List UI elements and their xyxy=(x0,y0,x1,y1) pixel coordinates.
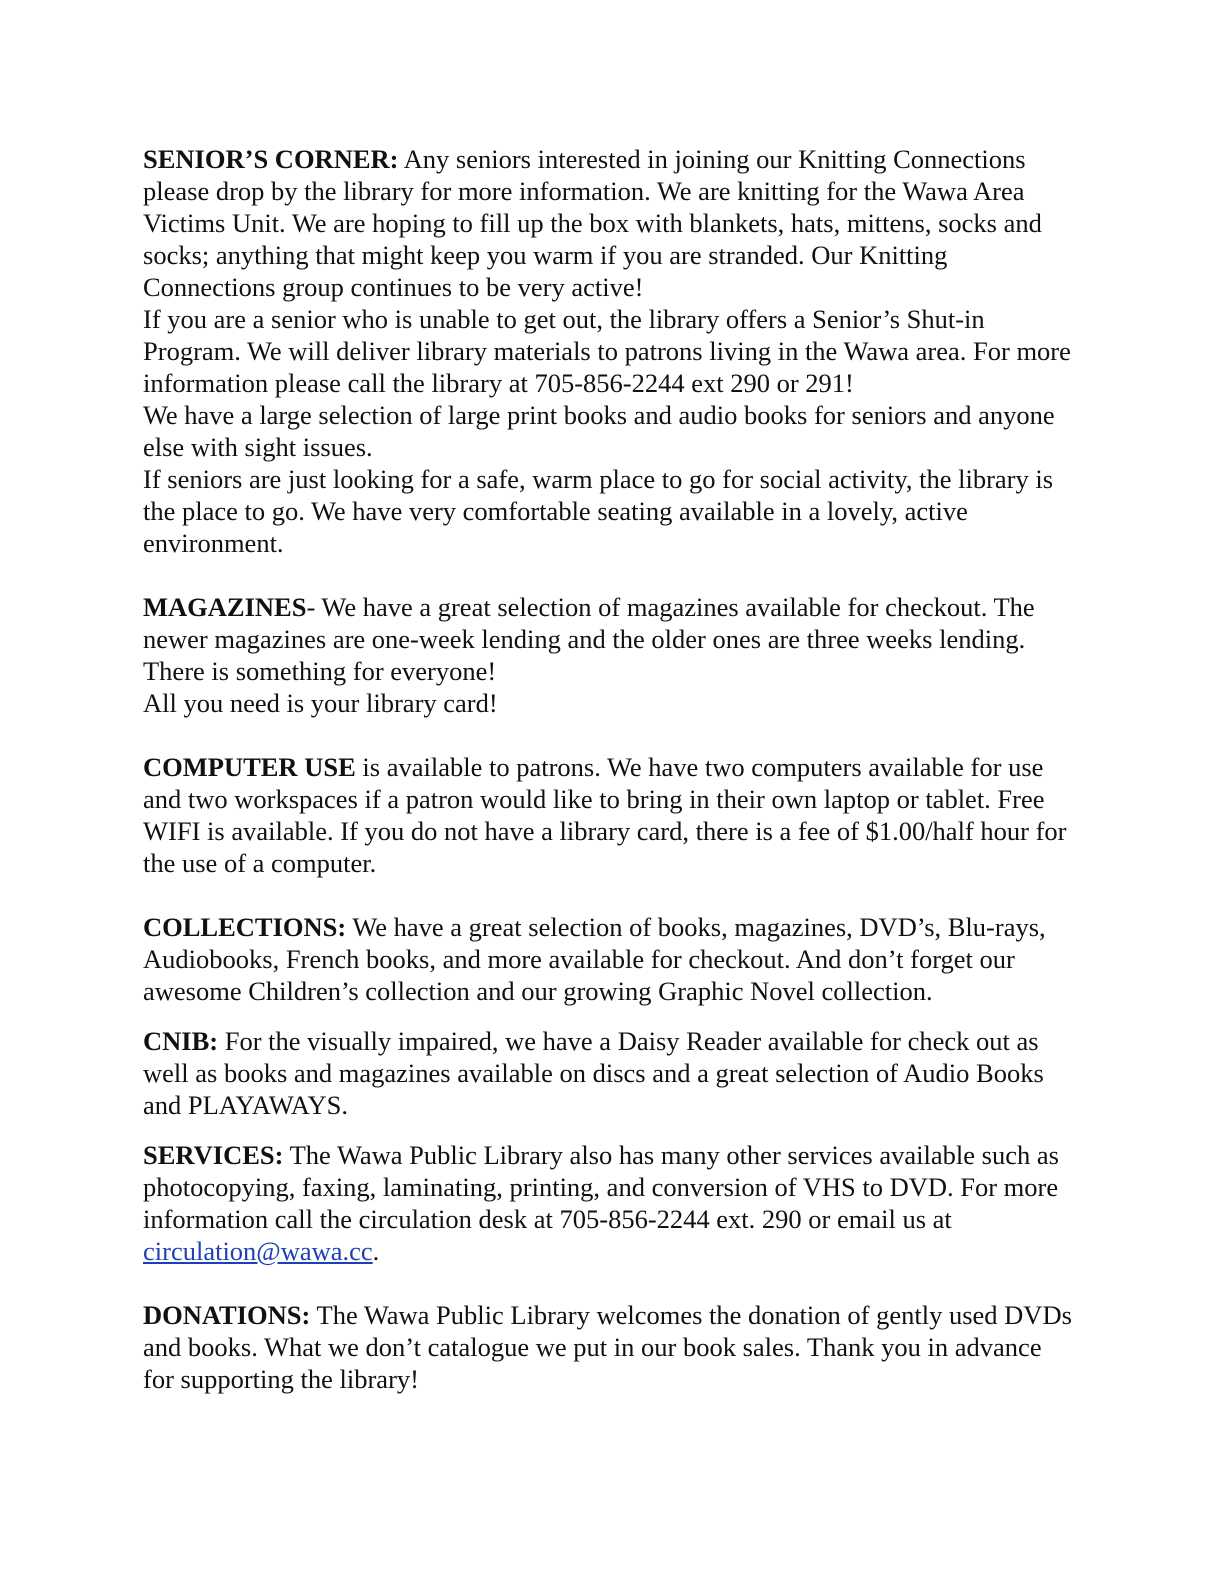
seniors-corner-paragraph-4: If seniors are just looking for a safe, warm place to go for social activity, the library is the place to go. We have very comfortable seating available in a lovely, active environment. xyxy=(143,464,1054,558)
services-section xyxy=(143,1139,1078,1267)
collections-heading: COLLECTIONS: xyxy=(143,912,347,942)
seniors-corner-heading: SENIOR’S CORNER: xyxy=(143,144,399,174)
computer-use-section xyxy=(143,751,1078,879)
seniors-corner-text-1: Any seniors interested in joining our Knitting Connections please drop by the library for more information. We are knitting for the Wawa Area Victims Unit. We are hoping to fill up the box with blankets, hats, mittens, socks and socks; anything that might keep you warm if you are stranded. Our Knitting Connections group continues to be very active! xyxy=(143,144,1042,302)
services-text-end: . xyxy=(372,1236,380,1266)
section-spacer xyxy=(143,559,1078,591)
computer-use-paragraph xyxy=(143,751,1078,879)
magazines-section xyxy=(143,591,1078,719)
seniors-corner-paragraph-2: If you are a senior who is unable to get out, the library offers a Senior’s Shut-in Program. We will deliver library materials to patrons living in the Wawa area. For more information please call the library at 705-856-2244 ext 290 or 291! xyxy=(143,304,1071,398)
computer-use-heading: COMPUTER USE xyxy=(143,752,356,782)
donations-heading: DONATIONS: xyxy=(143,1300,311,1330)
collections-text: We have a great selection of books, magazines, DVD’s, Blu-rays, Audiobooks, French books, and more available for checkout. And don’t forget our awesome Children’s collection and our growing Graphic Novel collection. xyxy=(143,912,1046,1006)
services-paragraph xyxy=(143,1139,1078,1267)
donations-text: The Wawa Public Library welcomes the donation of gently used DVDs and books. What we don’t catalogue we put in our book sales. Thank you in advance for supporting the library! xyxy=(143,1300,1072,1394)
magazines-paragraph-1 xyxy=(143,591,1078,687)
cnib-section xyxy=(143,1025,1078,1121)
donations-paragraph xyxy=(143,1299,1078,1395)
cnib-paragraph xyxy=(143,1025,1078,1121)
circulation-email-link[interactable]: circulation@wawa.cc xyxy=(143,1236,373,1266)
seniors-corner-paragraph-3: We have a large selection of large print books and audio books for seniors and anyone else with sight issues. xyxy=(143,400,1055,462)
seniors-corner-paragraph-1 xyxy=(143,143,1078,303)
services-heading: SERVICES: xyxy=(143,1140,284,1170)
services-text: The Wawa Public Library also has many other services available such as photocopying, faxing, laminating, printing, and conversion of VHS to DVD. For more information call the circulation desk at 705-856-2244 ext. 290 or email us at xyxy=(143,1140,1059,1234)
section-spacer xyxy=(143,1007,1078,1025)
section-spacer xyxy=(143,1267,1078,1299)
section-spacer xyxy=(143,719,1078,751)
magazines-paragraph-2: All you need is your library card! xyxy=(143,688,498,718)
magazines-text-1: - We have a great selection of magazines available for checkout. The newer magazines are one-week lending and the older ones are three weeks lending. There is something for everyone! xyxy=(143,592,1035,686)
cnib-text: For the visually impaired, we have a Daisy Reader available for check out as well as books and magazines available on discs and a great selection of Audio Books and PLAYAWAYS. xyxy=(143,1026,1044,1120)
section-spacer xyxy=(143,1121,1078,1139)
computer-use-text: is available to patrons. We have two computers available for use and two workspaces if a patron would like to bring in their own laptop or tablet. Free WIFI is available. If you do not have a library card, there is a fee of $1.00/half hour for the use of a computer. xyxy=(143,752,1067,878)
collections-paragraph xyxy=(143,911,1078,1007)
cnib-heading: CNIB: xyxy=(143,1026,219,1056)
seniors-corner-section xyxy=(143,143,1078,559)
document-page xyxy=(143,143,1078,1395)
collections-section xyxy=(143,911,1078,1007)
section-spacer xyxy=(143,879,1078,911)
magazines-heading: MAGAZINES xyxy=(143,592,307,622)
donations-section xyxy=(143,1299,1078,1395)
